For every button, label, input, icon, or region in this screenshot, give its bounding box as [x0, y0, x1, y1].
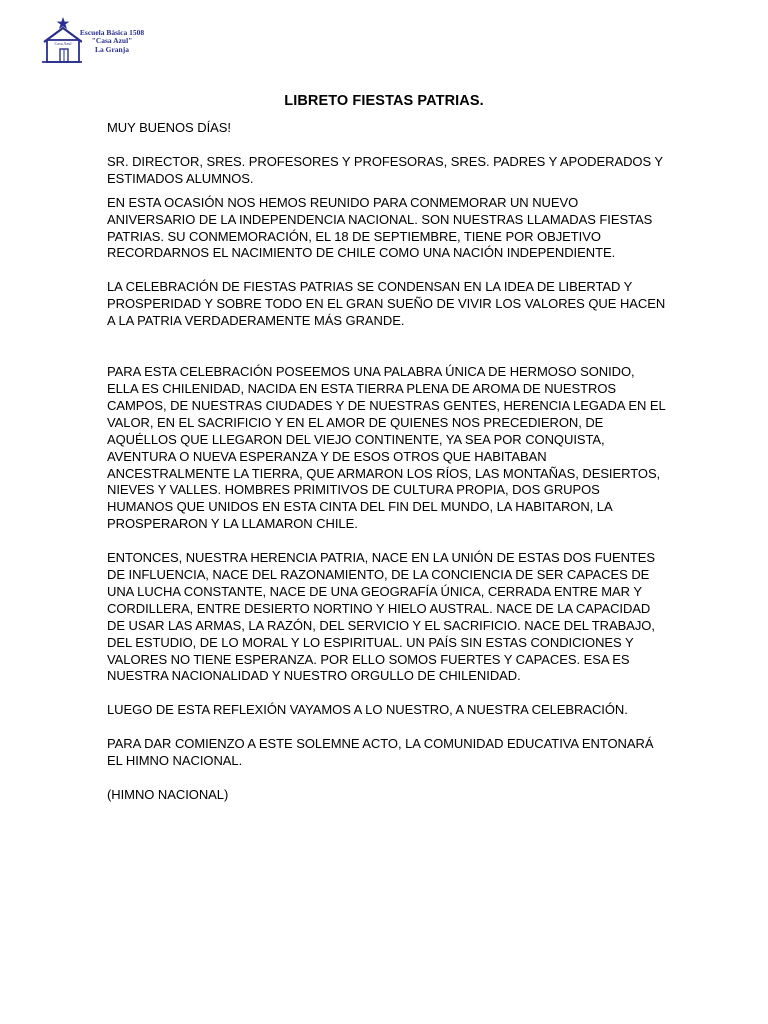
paragraph-occasion: EN ESTA OCASIÓN NOS HEMOS REUNIDO PARA CONMEMORAR UN NUEVO ANIVERSARIO DE LA INDEPENDENCIA NACIONAL. SON NUESTRAS LLAMADAS FIESTAS PATRIAS. SU CONMEMORACIÓN, EL 18 DE SEPTIEMBRE, TIENE POR OBJETIVO RECORDARNOS EL NACIMIENTO DE CHILE COMO UNA NACIÓN INDEPENDIENTE.: [107, 194, 653, 261]
house-label: Casa Azul: [54, 41, 72, 46]
paragraph-greeting: MUY BUENOS DÍAS!: [107, 120, 231, 135]
paragraph-reflexion: LUEGO DE ESTA REFLEXIÓN VAYAMOS A LO NUESTRO, A NUESTRA CELEBRACIÓN.: [107, 702, 628, 718]
paragraph-himno: (HIMNO NACIONAL): [107, 787, 229, 803]
paragraph-celebration: LA CELEBRACIÓN DE FIESTAS PATRIAS SE CONDENSAN EN LA IDEA DE LIBERTAD Y PROSPERIDAD Y SOBRE TODO EN EL GRAN SUEÑO DE VIVIR LOS VALORES QUE HACEN A LA PATRIA VERDADERAMENTE MÁS GRANDE.: [107, 279, 666, 329]
school-logo: [42, 16, 172, 66]
school-name-line2: "Casa Azul": [91, 36, 133, 46]
paragraph-audience: SR. DIRECTOR, SRES. PROFESORES Y PROFESORAS, SRES. PADRES Y APODERADOS Y ESTIMADOS ALUMNOS.: [107, 153, 663, 186]
paragraph-herencia: ENTONCES, NUESTRA HERENCIA PATRIA, NACE EN LA UNIÓN DE ESTAS DOS FUENTES DE INFLUENCIA, NACE DEL RAZONAMIENTO, DE LA CONCIENCIA DE SER CAPACES DE UNA LUCHA CONSTANTE, NACE DE UNA GEOGRAFÍA ÚNICA, CERRADA ENTRE MAR Y CORDILLERA, ENTRE DESIERTO NORTINO Y HIELO AUSTRAL. NACE DE LA CAPACIDAD DE USAR LAS ARMAS, LA RAZÓN, DEL SERVICIO Y EL SACRIFICIO. NACE DEL TRABAJO, DEL ESTUDIO, DE LO MORAL Y LO ESPIRITUAL. UN PAÍS SIN ESTAS CONDICIONES Y VALORES NO TIENE ESPERANZA. POR ELLO SOMOS FUERTES Y CAPACES. ESA ES NUESTRA NACIONALIDAD Y NUESTRO ORGULLO DE CHILENIDAD.: [107, 550, 656, 684]
document-body: [107, 120, 667, 804]
school-name: [66, 29, 158, 54]
school-name-line1: Escuela Básica 1508: [79, 28, 145, 37]
school-name-line3: La Granja: [95, 44, 129, 54]
paragraph-chilenidad: PARA ESTA CELEBRACIÓN POSEEMOS UNA PALABRA ÚNICA DE HERMOSO SONIDO, ELLA ES CHILENIDAD, NACIDA EN ESTA TIERRA PLENA DE AROMA DE NUESTROS CAMPOS, DE NUESTRAS CIUDADES Y DE NUESTRAS GENTES, HERENCIA LEGADA EN EL VALOR, EN EL SACRIFICIO Y EN EL AMOR DE QUIENES NOS PRECEDIERON, DE AQUÉLLOS QUE LLEGARON DEL VIEJO CONTINENTE, YA SEA POR CONQUISTA, AVENTURA O NUEVA ESPERANZA Y DE ESOS OTROS QUE HABITABAN ANCESTRALMENTE LA TIERRA, QUE ARMARON LOS RÍOS, LAS MONTAÑAS, DESIERTOS, NIEVES Y VALLES. HOMBRES PRIMITIVOS DE CULTURA PROPIA, DOS GRUPOS HUMANOS QUE UNIDOS EN ESTA CINTA DEL FIN DEL MUNDO, LA HABITARON, LA PROSPERARON Y LA LLAMARON CHILE.: [107, 364, 666, 532]
paragraph-comienzo: PARA DAR COMIENZO A ESTE SOLEMNE ACTO, LA COMUNIDAD EDUCATIVA ENTONARÁ EL HIMNO NACIONAL.: [107, 736, 654, 769]
document-title: LIBRETO FIESTAS PATRIAS.: [284, 93, 484, 109]
